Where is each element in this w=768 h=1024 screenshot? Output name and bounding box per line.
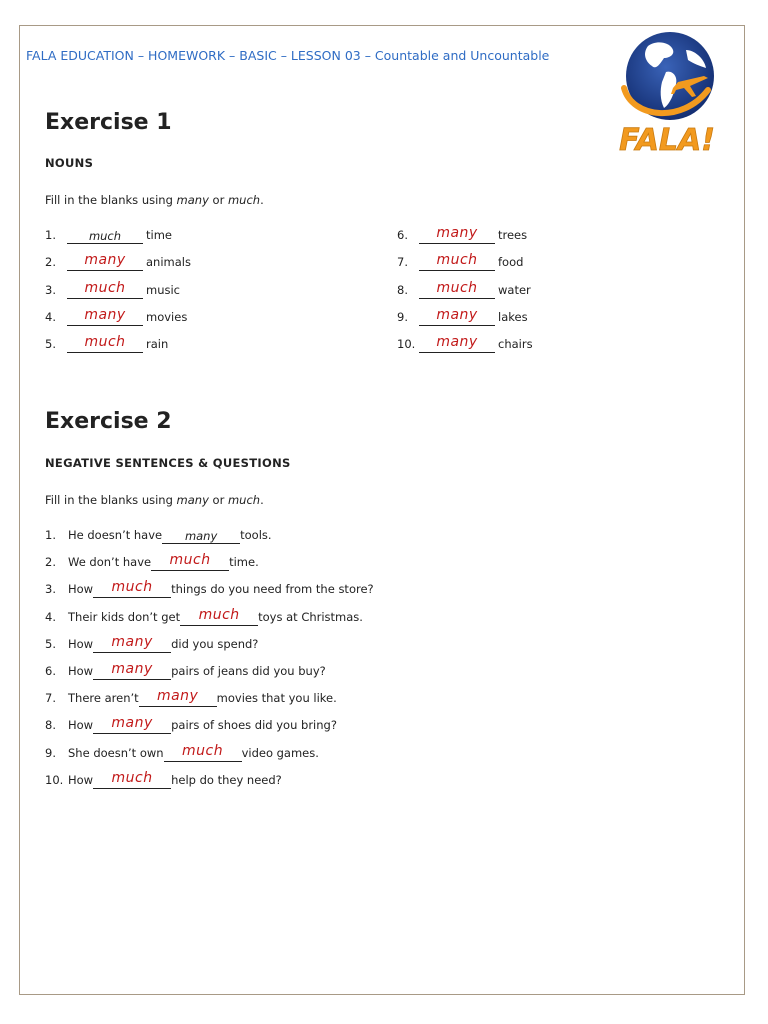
item-number: 5. xyxy=(45,636,56,651)
item-number: 10. xyxy=(45,772,64,787)
answer-text: many xyxy=(84,306,126,323)
answer-text: much xyxy=(436,252,478,269)
item-number: 6. xyxy=(397,228,408,242)
answer-blank[interactable] xyxy=(93,715,171,734)
answer-blank[interactable] xyxy=(93,579,171,598)
exercise-1-item xyxy=(397,226,527,244)
answer-blank[interactable] xyxy=(419,252,495,271)
exercise-2-subtitle: NEGATIVE SENTENCES & QUESTIONS xyxy=(45,456,291,470)
item-number: 3. xyxy=(45,582,56,597)
exercise-1-instruction: Fill in the blanks using many or much. xyxy=(45,193,264,207)
noun-word: food xyxy=(498,255,524,270)
noun-word: trees xyxy=(498,228,528,242)
noun-word: animals xyxy=(146,255,191,270)
item-number: 8. xyxy=(45,718,56,733)
answer-blank[interactable] xyxy=(67,279,143,299)
exercise-2-item xyxy=(45,608,363,626)
exercise-2-item xyxy=(45,716,337,734)
exercise-1-item xyxy=(397,281,531,299)
answer-text: much xyxy=(198,606,240,623)
answer-blank[interactable] xyxy=(419,225,495,244)
answer-blank[interactable] xyxy=(67,306,143,326)
answer-text: many xyxy=(436,334,478,351)
answer-text: many xyxy=(436,225,478,241)
answer-blank[interactable] xyxy=(419,279,495,299)
answer-blank[interactable] xyxy=(139,688,217,707)
item-number: 4. xyxy=(45,609,56,624)
answer-text: many xyxy=(111,715,153,732)
sentence-start: We don’t have xyxy=(68,555,152,570)
answer-text: many xyxy=(436,306,478,323)
answer-text: many xyxy=(84,252,126,269)
item-number: 9. xyxy=(45,745,56,760)
item-number: 10. xyxy=(397,337,416,352)
exercise-1-title: Exercise 1 xyxy=(45,110,172,135)
item-number: 3. xyxy=(45,282,56,297)
item-number: 1. xyxy=(45,228,56,242)
item-number: 4. xyxy=(45,309,56,324)
exercise-2-item xyxy=(45,580,374,598)
answer-text: many xyxy=(111,633,153,650)
noun-word: rain xyxy=(146,337,169,352)
noun-word: movies xyxy=(146,309,188,324)
noun-word: chairs xyxy=(498,337,533,352)
answer-blank[interactable] xyxy=(67,334,143,353)
sentence-start: How xyxy=(68,664,94,678)
answer-text: much xyxy=(169,552,211,569)
sentence-start: She doesn’t own xyxy=(68,745,164,760)
answer-text: much xyxy=(111,769,153,786)
fala-logo xyxy=(612,28,722,158)
answer-text: much xyxy=(88,229,122,243)
answer-text: much xyxy=(84,334,126,351)
answer-text: much xyxy=(436,279,478,296)
exercise-1-item xyxy=(397,308,528,326)
sentence-end: movies that you like. xyxy=(216,691,337,706)
sentence-end: time. xyxy=(229,555,259,570)
item-number: 7. xyxy=(397,255,408,270)
answer-blank[interactable] xyxy=(93,633,171,653)
answer-blank[interactable] xyxy=(419,334,495,353)
answer-blank[interactable] xyxy=(419,306,495,326)
sentence-start: How xyxy=(68,582,94,597)
exercise-2-instruction: Fill in the blanks using many or much. xyxy=(45,493,264,507)
answer-text: much xyxy=(111,579,153,596)
answer-blank[interactable] xyxy=(67,230,143,244)
item-number: 6. xyxy=(45,664,56,678)
answer-blank[interactable] xyxy=(162,530,240,544)
answer-blank[interactable] xyxy=(93,769,171,789)
exercise-2-title: Exercise 2 xyxy=(45,409,172,434)
answer-blank[interactable] xyxy=(67,252,143,271)
answer-text: much xyxy=(182,742,224,759)
exercise-2-item xyxy=(45,771,282,789)
item-number: 2. xyxy=(45,255,56,270)
answer-text: many xyxy=(184,529,218,543)
sentence-end: pairs of jeans did you buy? xyxy=(171,664,326,678)
answer-blank[interactable] xyxy=(93,661,171,680)
noun-word: time xyxy=(146,228,172,242)
exercise-2-item xyxy=(45,744,319,762)
exercise-2-item xyxy=(45,689,337,707)
sentence-start: There aren’t xyxy=(68,691,139,706)
item-number: 5. xyxy=(45,337,56,352)
answer-text: much xyxy=(84,279,126,296)
exercise-2-item xyxy=(45,635,258,653)
exercise-1-item xyxy=(45,281,180,299)
sentence-end: tools. xyxy=(240,528,272,542)
sentence-end: help do they need? xyxy=(171,772,282,787)
sentence-start: Their kids don’t get xyxy=(68,609,181,624)
sentence-start: How xyxy=(68,636,94,651)
answer-text: many xyxy=(156,688,199,705)
exercise-2-item xyxy=(45,526,272,544)
noun-word: music xyxy=(146,282,181,297)
item-number: 7. xyxy=(45,691,56,706)
exercise-1-item xyxy=(45,308,187,326)
sentence-start: How xyxy=(68,772,94,787)
item-number: 8. xyxy=(397,282,408,297)
exercise-2-item xyxy=(45,553,259,571)
sentence-end: pairs of shoes did you bring? xyxy=(171,718,337,733)
exercise-1-item xyxy=(397,335,533,353)
worksheet-header: FALA EDUCATION – HOMEWORK – BASIC – LESSON 03 – Countable and Uncountable xyxy=(26,48,550,63)
exercise-1-item xyxy=(397,253,523,271)
sentence-start: How xyxy=(68,718,94,733)
exercise-2-item xyxy=(45,662,326,680)
sentence-end: video games. xyxy=(241,745,319,760)
logo-text: FALA! xyxy=(619,123,715,158)
sentence-end: did you spend? xyxy=(171,636,259,651)
sentence-start: He doesn’t have xyxy=(68,528,163,542)
item-number: 1. xyxy=(45,528,56,542)
page-border xyxy=(19,25,745,995)
item-number: 9. xyxy=(397,309,408,324)
noun-word: lakes xyxy=(498,309,528,324)
answer-blank[interactable] xyxy=(164,742,242,762)
answer-blank[interactable] xyxy=(151,552,229,571)
answer-text: many xyxy=(111,661,153,677)
noun-word: water xyxy=(498,282,531,297)
exercise-1-item xyxy=(45,335,168,353)
exercise-1-subtitle: NOUNS xyxy=(45,156,94,170)
exercise-1-item xyxy=(45,253,191,271)
exercise-1-item xyxy=(45,226,172,244)
answer-blank[interactable] xyxy=(180,606,258,626)
sentence-end: toys at Christmas. xyxy=(258,609,363,624)
item-number: 2. xyxy=(45,555,56,570)
sentence-end: things do you need from the store? xyxy=(171,582,374,597)
